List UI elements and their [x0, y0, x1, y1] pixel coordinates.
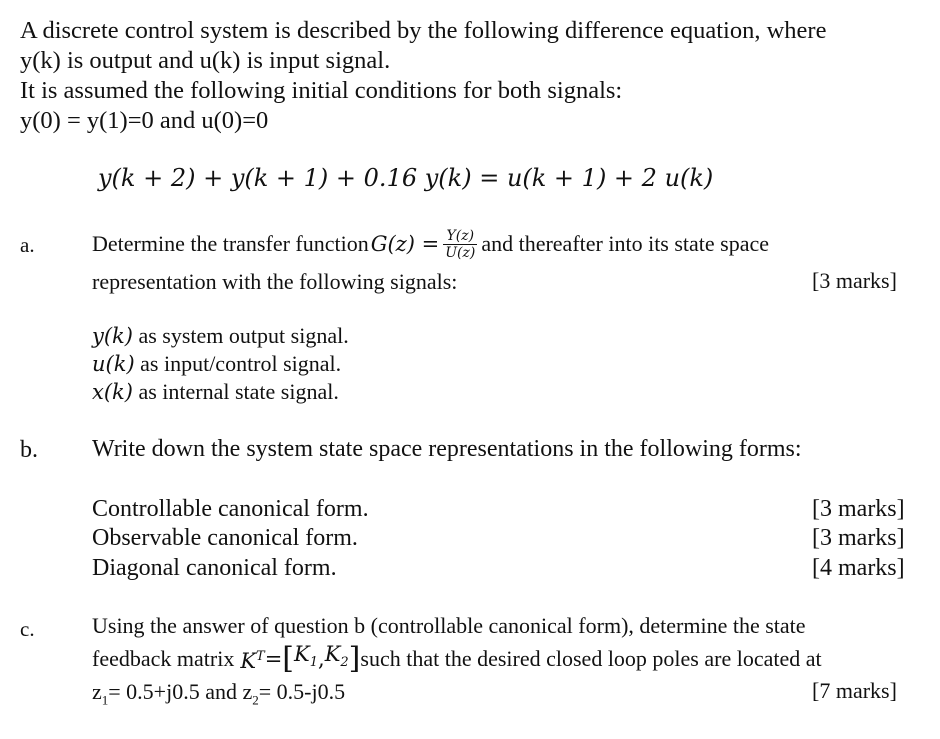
question-a-line-1	[92, 222, 769, 266]
transfer-function-symbol: G(z) =	[370, 232, 440, 256]
question-c-line-2-after: such that the desired closed loop poles are located at	[360, 646, 822, 671]
gain-k1: $K_1$	[294, 642, 318, 671]
form-observable: Observable canonical form.	[92, 525, 358, 551]
fraction-denominator: U(z)	[445, 244, 476, 261]
question-b-text: Write down the system state space representations in the following forms:	[92, 436, 802, 462]
equation-lhs: y(k + 2) + y(k + 1) + 0.16 y(k)	[98, 164, 472, 192]
question-a-marks: [3 marks]	[812, 268, 897, 293]
signal-state-text: as internal state signal.	[132, 379, 339, 404]
question-c-marks: [7 marks]	[812, 678, 897, 703]
signal-output-symbol: y(k)	[92, 324, 133, 348]
question-c-line-2-before: feedback matrix	[92, 646, 235, 671]
signal-input	[92, 350, 341, 378]
signal-state	[92, 378, 339, 406]
right-bracket: ]	[348, 641, 361, 676]
transfer-function-fraction	[443, 228, 477, 261]
difference-equation	[98, 164, 713, 192]
gain-separator: ,	[318, 647, 325, 671]
form-diagonal-marks: [4 marks]	[812, 555, 905, 581]
form-observable-marks: [3 marks]	[812, 525, 905, 551]
intro-line-4: y(0) = y(1)=0 and u(0)=0	[20, 107, 269, 134]
equation-equals: =	[471, 164, 507, 192]
question-a-label: a.	[20, 233, 35, 257]
left-bracket: [	[282, 641, 295, 676]
equation-rhs: u(k + 1) + 2 u(k)	[506, 164, 714, 192]
question-c-label: c.	[20, 617, 35, 641]
signal-input-symbol: u(k)	[92, 352, 135, 376]
form-controllable-marks: [3 marks]	[812, 496, 905, 522]
signal-output	[92, 322, 349, 350]
intro-line-2: y(k) is output and u(k) is input signal.	[20, 47, 391, 74]
gain-k2: $K_2$	[324, 642, 349, 671]
signal-output-text: as system output signal.	[132, 323, 349, 348]
question-c-line-2	[92, 642, 822, 676]
fraction-numerator: Y(z)	[443, 228, 477, 245]
form-diagonal: Diagonal canonical form.	[92, 555, 337, 581]
signal-input-text: as input/control signal.	[134, 351, 342, 376]
question-a-text-before: Determine the transfer function	[92, 231, 369, 256]
question-c-line-1: Using the answer of question b (controllable canonical form), determine the state	[92, 613, 806, 638]
intro-line-3: It is assumed the following initial conditions for both signals:	[20, 77, 623, 104]
feedback-matrix-equals: =	[264, 647, 283, 671]
question-c-poles: $z_1= 0.5+j0.5$ and $z_2= 0.5-j0.5$	[92, 679, 346, 708]
question-a-line-2: representation with the following signals:	[92, 269, 458, 294]
question-a-text-after: and thereafter into its state space	[481, 231, 770, 256]
form-controllable: Controllable canonical form.	[92, 496, 369, 522]
feedback-matrix-symbol: $K^T$	[240, 649, 265, 673]
question-b-label: b.	[20, 437, 38, 463]
intro-line-1: A discrete control system is described by the following difference equation, where	[20, 17, 827, 44]
signal-state-symbol: x(k)	[92, 380, 133, 404]
